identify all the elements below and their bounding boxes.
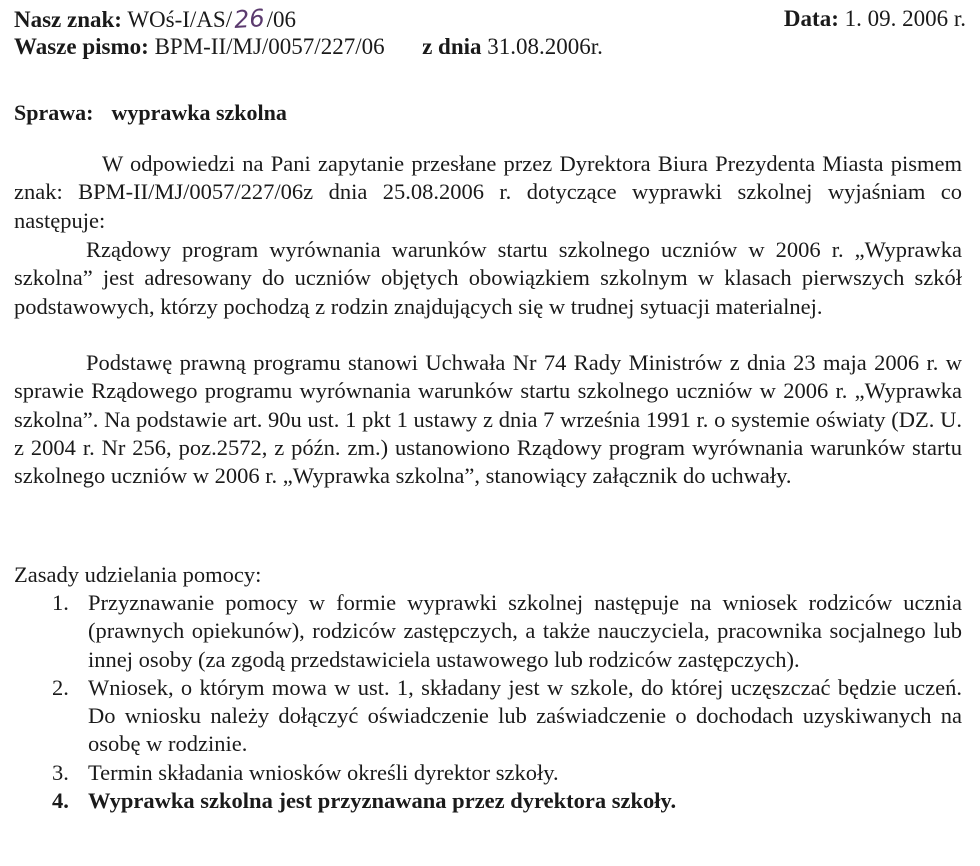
our-reference <box>14 3 297 35</box>
date-label: Data: <box>783 6 839 31</box>
our-reference-suffix: /06 <box>266 7 297 32</box>
rule-item <box>14 674 962 759</box>
rules-list <box>14 589 962 815</box>
rules-title: Zasady udzielania pomocy: <box>14 562 262 587</box>
handwritten-number: 26 <box>233 3 266 35</box>
paragraph-program: Rządowy program wyrównania warunków startu szkolnego uczniów w 2006 r. „Wyprawka szkolna” jest adresowany do uczniów objętych obowiązkiem szkolnym w klasach pierwszych szkół podstawowych, którzy pochodzą z rodzin znajdujących się w trudnej sytuacji materialnej. <box>14 237 962 319</box>
your-letter-label: Wasze pismo: <box>14 34 149 59</box>
your-letter-date-label: z dnia <box>422 34 482 59</box>
your-letter-date-value: 31.08.2006r. <box>487 34 603 59</box>
rule-text: Wyprawka szkolna jest przyznawana przez dyrektora szkoły. <box>88 788 677 814</box>
rule-text: Wniosek, o którym mowa w ust. 1, składany jest w szkole, do której uczęszczać będzie uczeń. Do wniosku należy dołączyć oświadczenie lub zaświadczenie o dochodach uzyskiwanych na osobę w rodzinie. <box>88 674 962 757</box>
rule-number: 2. <box>52 674 69 700</box>
paragraph-legal-basis: Podstawę prawną programu stanowi Uchwała Nr 74 Rady Ministrów z dnia 23 maja 2006 r. w sprawie Rządowego programu wyrównania warunków startu szkolnego uczniów w 2006 r. „Wyprawka szkolna”. Na podstawie art. 90u ust. 1 pkt 1 ustawy z dnia 7 września 1991 r. o systemie oświaty (DZ. U. z 2004 r. Nr 256, poz.2572, z późn. zm.) ustanowiono Rządowy program wyrównania warunków startu szkolnego uczniów w 2006 r. „Wyprawka szkolna”, stanowiący załącznik do uchwały. <box>14 350 962 489</box>
rule-number: 4. <box>52 788 69 814</box>
rule-item <box>14 787 962 815</box>
subject-value: wyprawka szkolna <box>111 100 287 125</box>
rule-item <box>14 589 962 674</box>
rule-number: 1. <box>52 590 69 615</box>
rule-text: Termin składania wniosków określi dyrektor szkoły. <box>88 759 559 785</box>
your-letter <box>14 34 603 60</box>
our-reference-label: Nasz znak: <box>14 7 122 32</box>
paragraph-intro: W odpowiedzi na Pani zapytanie przesłane przez Dyrektora Biura Prezydenta Miasta pismem znak: BPM-II/MJ/0057/227/06z dnia 25.08.2006 r. dotyczące wyprawki szkolnej wyjaśniam co następuje: <box>14 151 962 233</box>
subject-label: Sprawa: <box>14 100 94 125</box>
our-reference-prefix: WOś-I/AS/ <box>127 7 233 32</box>
rule-item <box>14 759 962 787</box>
subject-line <box>14 100 287 126</box>
date-value: 1. 09. 2006 r. <box>844 6 966 31</box>
rule-number: 3. <box>52 759 69 785</box>
letter-date <box>784 6 966 32</box>
your-letter-value: BPM-II/MJ/0057/227/06 <box>154 34 385 59</box>
rule-text: Przyznawanie pomocy w formie wyprawki szkolnej następuje na wniosek rodziców ucznia (prawnych opiekunów), rodziców zastępczych, a także nauczyciela, pracownika socjalnego lub innej osoby (za zgodą przedstawiciela ustawowego lub rodziców zastępczych). <box>88 590 962 672</box>
